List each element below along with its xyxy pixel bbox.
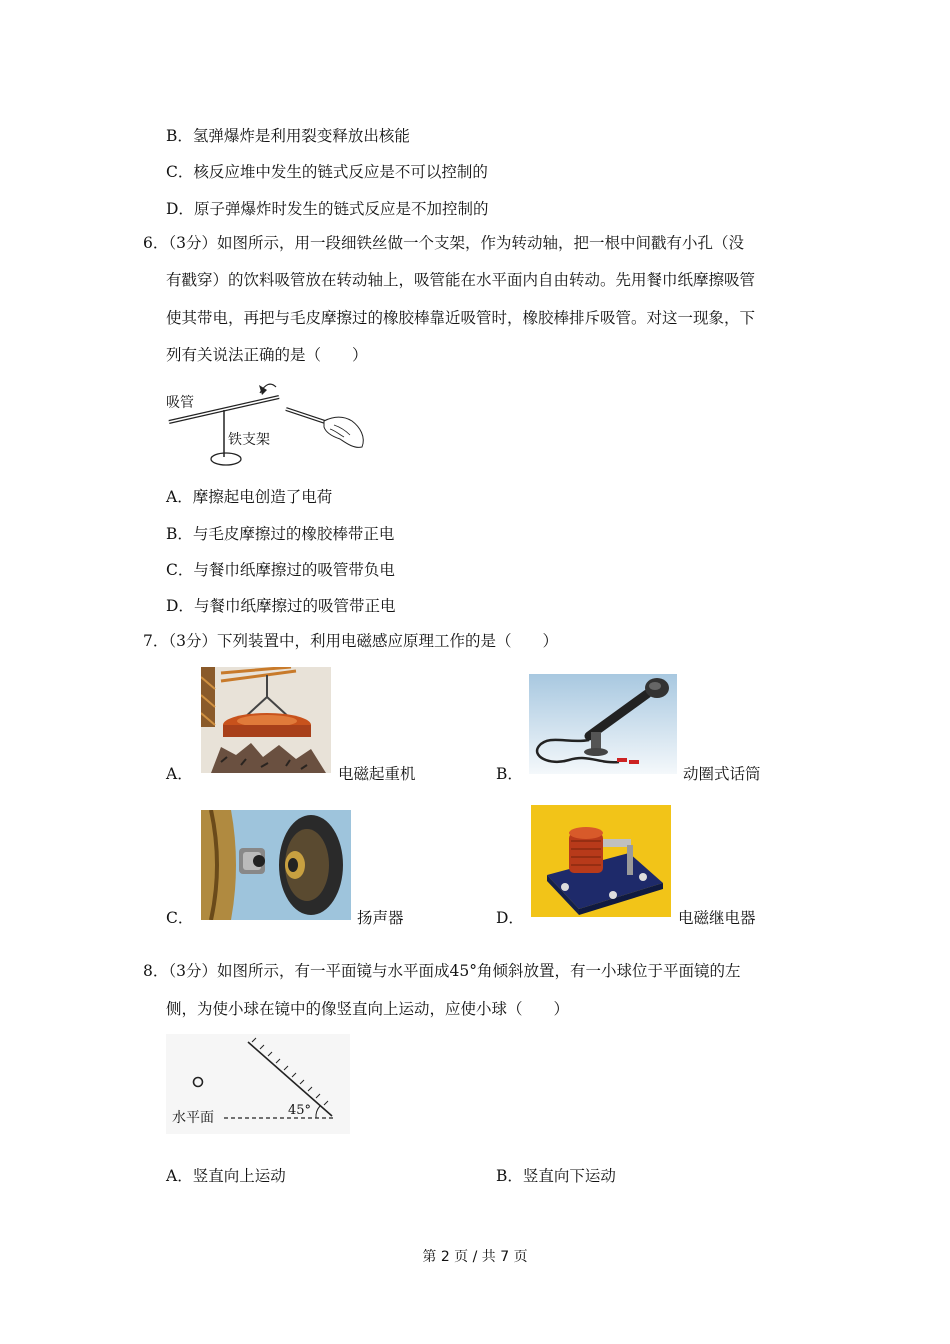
loudspeaker-photo [201, 810, 351, 920]
q6-option-c [166, 560, 395, 580]
option-label: A． [166, 488, 193, 506]
option-label: A． [166, 1167, 193, 1185]
page-footer: 第 2 页 / 共 7 页 [422, 1249, 528, 1265]
q6-option-b [166, 524, 394, 544]
electromagnetic-crane-photo [201, 667, 331, 773]
q6-option-a [166, 487, 332, 507]
q8-option-a [166, 1166, 286, 1186]
angle-label: 45° [288, 1103, 312, 1118]
option-text: 核反应堆中发生的链式反应是不可以控制的 [193, 163, 488, 181]
ground-label: 水平面 [172, 1110, 214, 1126]
q5-option-d [166, 199, 488, 219]
option-text: 氢弹爆炸是利用裂变释放出核能 [192, 127, 410, 145]
option-label: C． [166, 561, 194, 579]
question-score: （3分） [168, 234, 217, 252]
option-text: 与毛皮摩擦过的橡胶棒带正电 [192, 525, 395, 543]
q6-stem-line-4: 列有关说法正确的是（ ） [166, 346, 368, 364]
question-score: （3分） [168, 632, 217, 650]
q8-option-b [496, 1166, 616, 1186]
q6-stem-line-2: 有戳穿）的饮料吸管放在转动轴上，吸管能在水平面内自由转动。先用餐巾纸摩擦吸管 [166, 271, 756, 289]
dynamic-microphone-photo [529, 674, 677, 774]
q7-option-a-text: 电磁起重机 [338, 765, 416, 783]
q6-stem-line-1 [143, 233, 744, 253]
hand [324, 417, 363, 447]
q5-option-b [166, 126, 410, 146]
q8-stem-line-1 [143, 961, 740, 981]
q7-option-d-text: 电磁继电器 [678, 909, 756, 927]
q7-option-b-text: 动圈式话筒 [683, 765, 761, 783]
question-number: 7． [143, 632, 169, 650]
option-text: 与餐巾纸摩擦过的吸管带负电 [193, 561, 395, 579]
question-number: 6． [143, 234, 169, 252]
option-label: C． [166, 163, 194, 181]
stem-text: 如图所示，有一平面镜与水平面成45°角倾斜放置，有一小球位于平面镜的左 [217, 962, 741, 980]
option-label: B． [166, 127, 193, 145]
option-text: 竖直向下运动 [522, 1167, 616, 1185]
stand-base [211, 453, 241, 465]
straw-label: 吸管 [166, 395, 194, 411]
option-label: B． [496, 1167, 523, 1185]
q7-option-b-label: B． [496, 765, 523, 783]
stand-label: 铁支架 [228, 432, 270, 448]
question-number: 8． [143, 962, 169, 980]
option-label: B． [166, 525, 193, 543]
q7-option-a-label: A． [166, 765, 193, 783]
option-text: 原子弹爆炸时发生的链式反应是不加控制的 [193, 200, 489, 218]
stem-text: 下列装置中，利用电磁感应原理工作的是（ ） [217, 632, 559, 650]
q7-option-d-label: D． [496, 909, 524, 927]
option-label: D． [166, 200, 194, 218]
q6-stem-line-3: 使其带电，再把与毛皮摩擦过的橡胶棒靠近吸管时，橡胶棒排斥吸管。对这一现象，下 [166, 309, 756, 327]
q8-mirror-diagram [166, 1034, 350, 1134]
q7-stem [143, 631, 558, 651]
q7-option-c-label: C． [166, 909, 194, 927]
option-label: D． [166, 597, 194, 615]
q6-straw-diagram [164, 377, 374, 469]
q7-option-c-text: 扬声器 [357, 909, 404, 927]
option-text: 摩擦起电创造了电荷 [192, 488, 333, 506]
electromagnetic-relay-photo [531, 805, 671, 917]
q5-option-c [166, 162, 488, 182]
question-score: （3分） [168, 962, 217, 980]
q8-stem-line-2: 侧，为使小球在镜中的像竖直向上运动，应使小球（ ） [166, 1000, 570, 1018]
stem-text: 如图所示，用一段细铁丝做一个支架，作为转动轴，把一根中间戳有小孔（没 [217, 234, 745, 252]
option-text: 与餐巾纸摩擦过的吸管带正电 [193, 597, 396, 615]
q6-option-d [166, 596, 395, 616]
option-text: 竖直向上运动 [192, 1167, 286, 1185]
